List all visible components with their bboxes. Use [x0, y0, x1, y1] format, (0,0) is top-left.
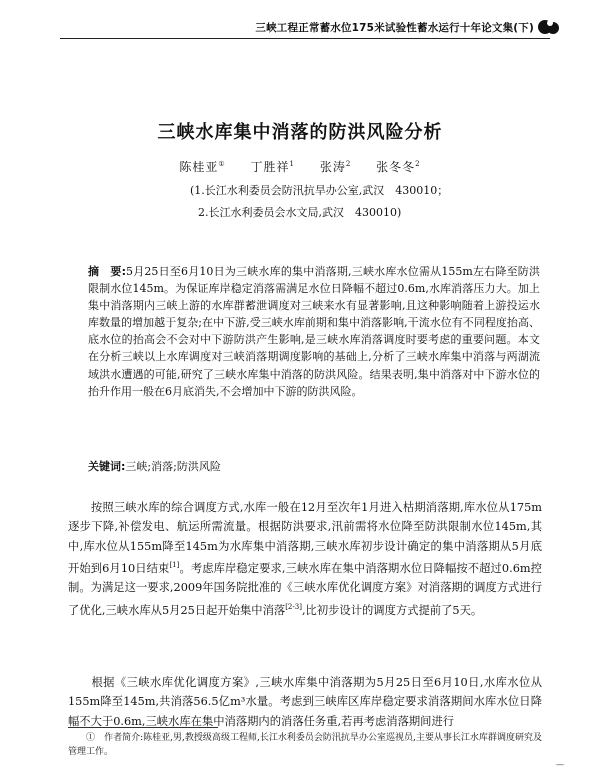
author-list	[0, 158, 600, 175]
author: 丁胜祥$^1$	[250, 160, 295, 174]
body-paragraph: 按照三峡水库的综合调度方式,水库一般在12月至次年1月进入枯期消落期,库水位从175m逐步下降,补偿发电、航运所需流量。根据防洪要求,汛前需将水位降至防洪限制水位145m,其中,库水位从155m降至145m为水库集中消落期,三峡水库初步设计确定的集中消落期从5月底开始到6月10日结束[1]。考虑库岸稳定要求,三峡水库在集中消落期水位日降幅按不超过0.6m控制。为满足这一要求,2009年国务院批准的《三峡水库优化调度方案》对消落期的调度方式进行了优化,三峡水库从5月25日起开始集中消落[2-3],比初步设计的调度方式提前了5天。	[68, 501, 542, 617]
abstract	[88, 263, 540, 400]
citation: [2-3]	[285, 602, 302, 611]
running-header: 三峡工程正常蓄水位175米试验性蓄水运行十年论文集(下)	[255, 22, 534, 34]
citation: [1]	[169, 561, 180, 570]
abstract-text: 5月25日至6月10日为三峡水库的集中消落期,三峡水库水位需从155m左右降至防洪限制水位145m。为保证库岸稳定消落需满足水位日降幅不超过0.6m,水库消落压力大。加上集中消落期内三峡上游的水库群蓄泄调度对三峡来水有显著影响,且这种影响随着上游投运水库数量的增加越于复杂;在中下游,受三峡水库前期和集中消落影响,干流水位有不同程度抬高、底水位的抬高会不会对中下游防洪产生影响,是三峡水库消落调度时要考虑的重要问题。本文在分析三峡以上水库调度对三峡消落期调度影响的基础上,分析了三峡水库集中消落与两湖流域洪水遭遇的可能,研究了三峡水库集中消落的防洪风险。结果表明,集中消落对中下游水位的抬升作用一般在6月底消失,不会增加中下游的防洪风险。	[88, 265, 540, 398]
body-paragraph: 根据《三峡水库优化调度方案》,三峡水库集中消落期为5月25日至6月10日,水库水位从155m降至145m,共消落56.5亿m³水量。考虑到三峡库区库岸稳定要求消落期间水库水位日降幅不大于0.6m,三峡水库在集中消落期内的消落任务重,若再考虑消落期间进行	[68, 676, 542, 728]
author: 张冬冬$^2$	[376, 160, 421, 174]
footnote: ① 作者简介:陈桂亚,男,教授级高级工程师,长江水利委员会防汛抗旱办公室巡视员,主要从事长江水库群调度研究及管理工作。	[68, 733, 542, 757]
keywords-label: 关键词:	[88, 460, 126, 473]
publisher-logo-icon	[536, 16, 560, 38]
keywords	[88, 458, 540, 474]
abstract-label: 摘 要:	[88, 265, 127, 278]
author: 陈桂亚①	[179, 160, 226, 174]
keywords-text: 三峡;消落;防洪风险	[125, 460, 221, 473]
paper-title: 三峡水库集中消落的防洪风险分析	[157, 122, 443, 143]
page-mark: —	[556, 760, 564, 769]
header-rule	[60, 38, 550, 39]
affiliation: 2.长江水利委员会水文局,武汉 430010)	[198, 206, 402, 219]
footnote-rule	[68, 727, 218, 728]
affiliation: (1.长江水利委员会防汛抗旱办公室,武汉 430010；	[190, 184, 449, 197]
author: 张涛$^2$	[319, 160, 352, 174]
